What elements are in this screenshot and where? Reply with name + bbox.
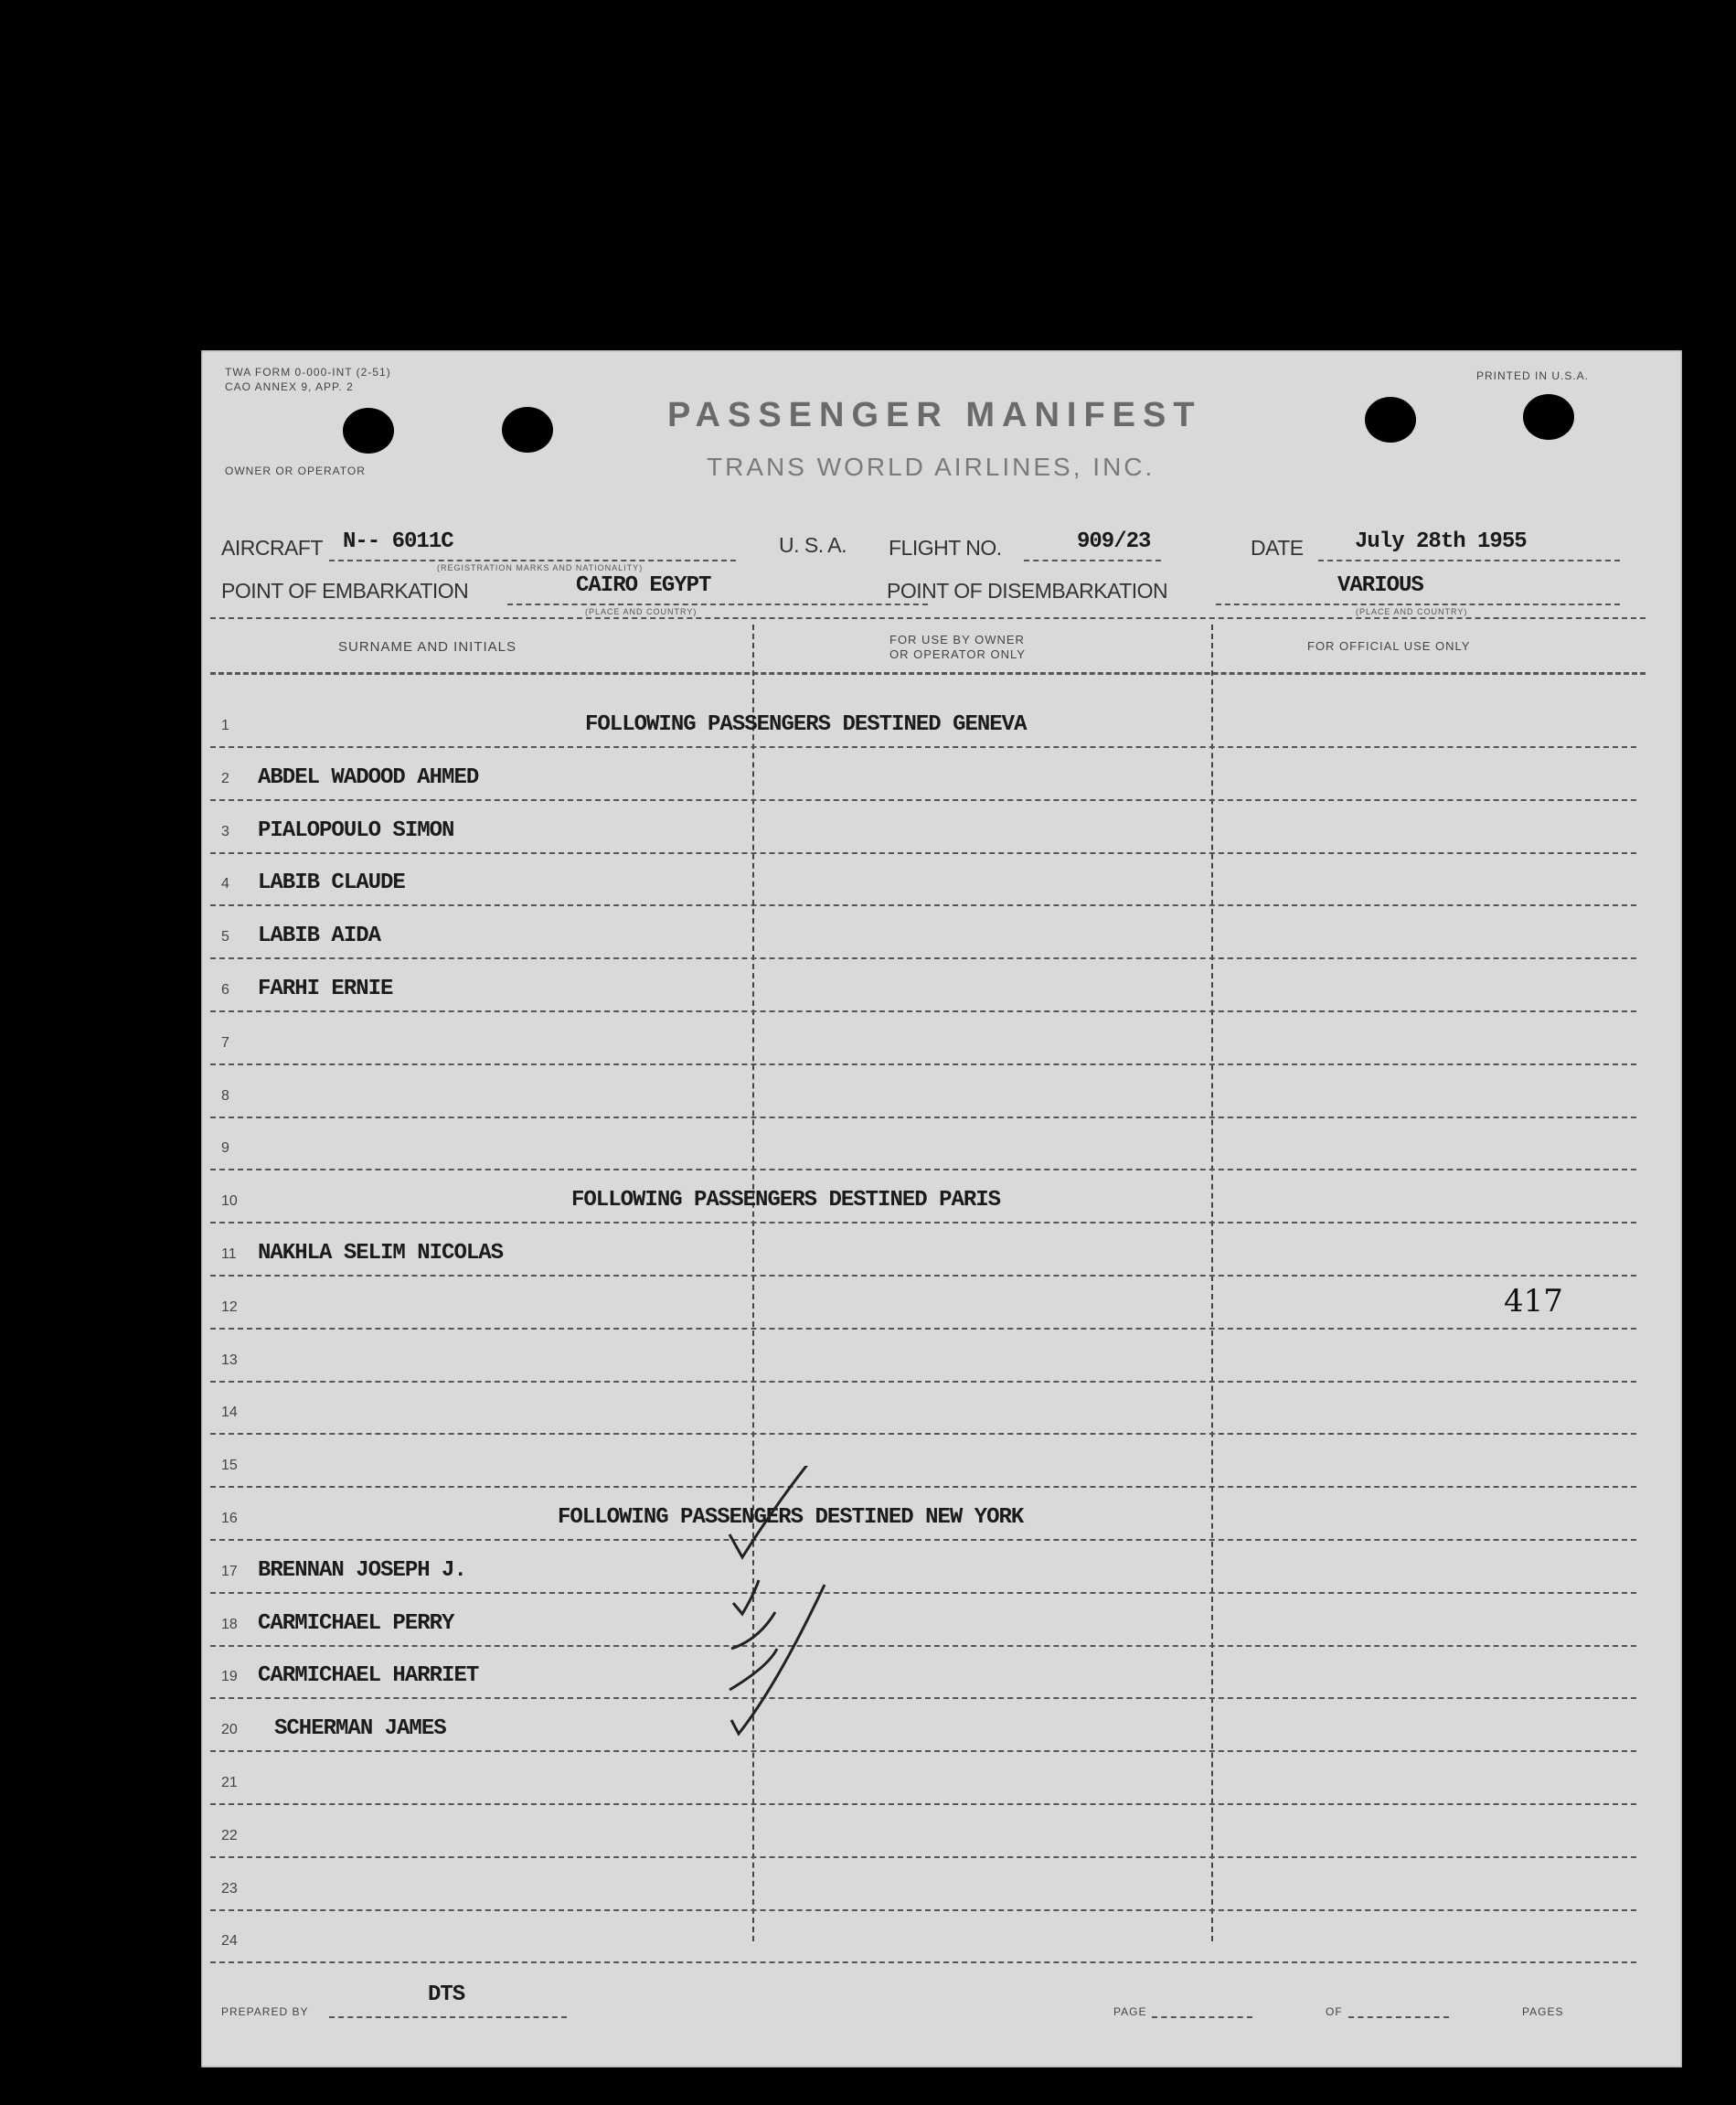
- row-number: 15: [221, 1458, 238, 1474]
- passenger-name: PIALOPOULO SIMON: [258, 817, 454, 843]
- aircraft-label: AIRCRAFT: [221, 536, 323, 560]
- owner-name: TRANS WORLD AIRLINES, INC.: [707, 453, 1156, 481]
- row-number: 3: [221, 823, 229, 839]
- prepared-label: PREPARED BY: [221, 2005, 309, 2018]
- passenger-name: ABDEL WADOOD AHMED: [258, 764, 479, 790]
- date-label: DATE: [1251, 536, 1304, 560]
- destination-heading: FOLLOWING PASSENGERS DESTINED PARIS: [571, 1188, 1001, 1213]
- field-underline: [507, 604, 928, 605]
- form-number: TWA FORM 0-000-INT (2-51): [225, 366, 391, 379]
- field-underline: [329, 560, 736, 561]
- row-rule: [210, 1117, 1636, 1118]
- passenger-name: SCHERMAN JAMES: [274, 1716, 446, 1742]
- checkmark-icon: [722, 1466, 832, 1758]
- passenger-name: LABIB CLAUDE: [258, 871, 405, 896]
- header-rule: [210, 617, 1645, 619]
- disembark-value: VARIOUS: [1337, 573, 1423, 598]
- punch-hole: [1523, 394, 1574, 440]
- annex-note: CAO ANNEX 9, APP. 2: [225, 380, 354, 393]
- row-rule: [210, 1063, 1636, 1065]
- date-value: July 28th 1955: [1355, 529, 1527, 554]
- row-rule: [210, 1275, 1636, 1277]
- field-underline: [329, 2016, 567, 2018]
- row-number: 19: [221, 1669, 238, 1685]
- row-number: 8: [221, 1087, 229, 1104]
- field-underline: [1318, 560, 1620, 561]
- manifest-sheet: [201, 350, 1682, 2068]
- row-rule: [210, 852, 1636, 854]
- row-rule: [210, 1697, 1636, 1699]
- field-underline: [1216, 604, 1620, 605]
- handwritten-annotation: 417: [1504, 1283, 1563, 1320]
- embark-label: POINT OF EMBARKATION: [221, 579, 469, 603]
- row-rule: [210, 1222, 1636, 1223]
- row-rule: [210, 799, 1636, 801]
- row-rule: [210, 1433, 1636, 1435]
- row-number: 22: [221, 1827, 238, 1843]
- passenger-name: LABIB AIDA: [258, 924, 381, 949]
- row-rule: [210, 1856, 1636, 1858]
- flight-value: 909/23: [1077, 529, 1151, 554]
- row-number: 7: [221, 1034, 229, 1051]
- owner-label: OWNER OR OPERATOR: [225, 465, 366, 477]
- row-number: 1: [221, 718, 229, 733]
- row-number: 4: [221, 876, 229, 892]
- destination-heading: FOLLOWING PASSENGERS DESTINED NEW YORK: [558, 1505, 1024, 1530]
- row-number: 23: [221, 1880, 238, 1897]
- row-number: 21: [221, 1775, 238, 1790]
- passenger-name: FARHI ERNIE: [258, 977, 393, 1001]
- prepared-value: DTS: [428, 1982, 465, 2007]
- header-rule: [210, 672, 1645, 675]
- row-rule: [210, 1909, 1636, 1911]
- row-number: 6: [221, 982, 229, 998]
- column-divider: [1211, 625, 1213, 1941]
- page-title: PASSENGER MANIFEST: [667, 396, 1202, 434]
- passenger-name: NAKHLA SELIM NICOLAS: [258, 1241, 504, 1266]
- field-underline: [1024, 560, 1161, 561]
- row-number: 12: [221, 1298, 238, 1315]
- pages-label: PAGES: [1522, 2005, 1564, 2018]
- disembark-label: POINT OF DISEMBARKATION: [887, 579, 1168, 603]
- row-number: 10: [221, 1193, 238, 1210]
- row-number: 2: [221, 770, 229, 786]
- row-rule: [210, 1645, 1636, 1647]
- row-rule: [210, 1381, 1636, 1383]
- row-rule: [210, 1803, 1636, 1805]
- row-number: 20: [221, 1722, 238, 1738]
- page-label: PAGE: [1113, 2005, 1147, 2018]
- flight-label: FLIGHT NO.: [889, 536, 1002, 560]
- row-rule: [210, 1539, 1636, 1541]
- passenger-name: CARMICHAEL PERRY: [258, 1610, 454, 1636]
- punch-hole: [343, 408, 394, 454]
- row-rule: [210, 1592, 1636, 1594]
- row-number: 18: [221, 1616, 238, 1632]
- punch-hole: [502, 407, 553, 453]
- row-rule: [210, 746, 1636, 748]
- col-surname-header: SURNAME AND INITIALS: [338, 639, 517, 655]
- col-owner-header: FOR USE BY OWNER: [889, 633, 1025, 646]
- row-number: 24: [221, 1933, 238, 1950]
- row-number: 16: [221, 1511, 238, 1526]
- row-rule: [210, 1961, 1636, 1963]
- row-number: 13: [221, 1352, 238, 1368]
- row-rule: [210, 904, 1636, 906]
- printed-note: PRINTED IN U.S.A.: [1476, 369, 1590, 382]
- row-rule: [210, 1169, 1636, 1170]
- row-rule: [210, 1010, 1636, 1012]
- embark-caption: (PLACE AND COUNTRY): [585, 607, 698, 616]
- field-underline: [1348, 2016, 1449, 2018]
- col-official-header: FOR OFFICIAL USE ONLY: [1307, 639, 1471, 653]
- row-number: 11: [221, 1246, 237, 1262]
- passenger-name: CARMICHAEL HARRIET: [258, 1663, 479, 1689]
- row-rule: [210, 1328, 1636, 1330]
- row-rule: [210, 1486, 1636, 1488]
- passenger-name: BRENNAN JOSEPH J.: [258, 1557, 466, 1583]
- col-owner-header-line2: OR OPERATOR ONLY: [889, 647, 1026, 661]
- row-number: 9: [221, 1140, 229, 1157]
- disembark-caption: (PLACE AND COUNTRY): [1356, 607, 1468, 616]
- row-rule: [210, 957, 1636, 959]
- aircraft-caption: (REGISTRATION MARKS AND NATIONALITY): [437, 563, 644, 572]
- row-number: 17: [221, 1563, 238, 1579]
- row-rule: [210, 1750, 1636, 1752]
- row-number: 5: [221, 929, 229, 946]
- country-label: U. S. A.: [779, 533, 847, 557]
- punch-hole: [1365, 397, 1416, 443]
- field-underline: [1152, 2016, 1252, 2018]
- embark-value: CAIRO EGYPT: [576, 573, 711, 598]
- aircraft-value: N-- 6011C: [343, 529, 453, 554]
- of-label: OF: [1326, 2005, 1343, 2018]
- row-number: 14: [221, 1405, 238, 1421]
- destination-heading: FOLLOWING PASSENGERS DESTINED GENEVA: [585, 712, 1027, 737]
